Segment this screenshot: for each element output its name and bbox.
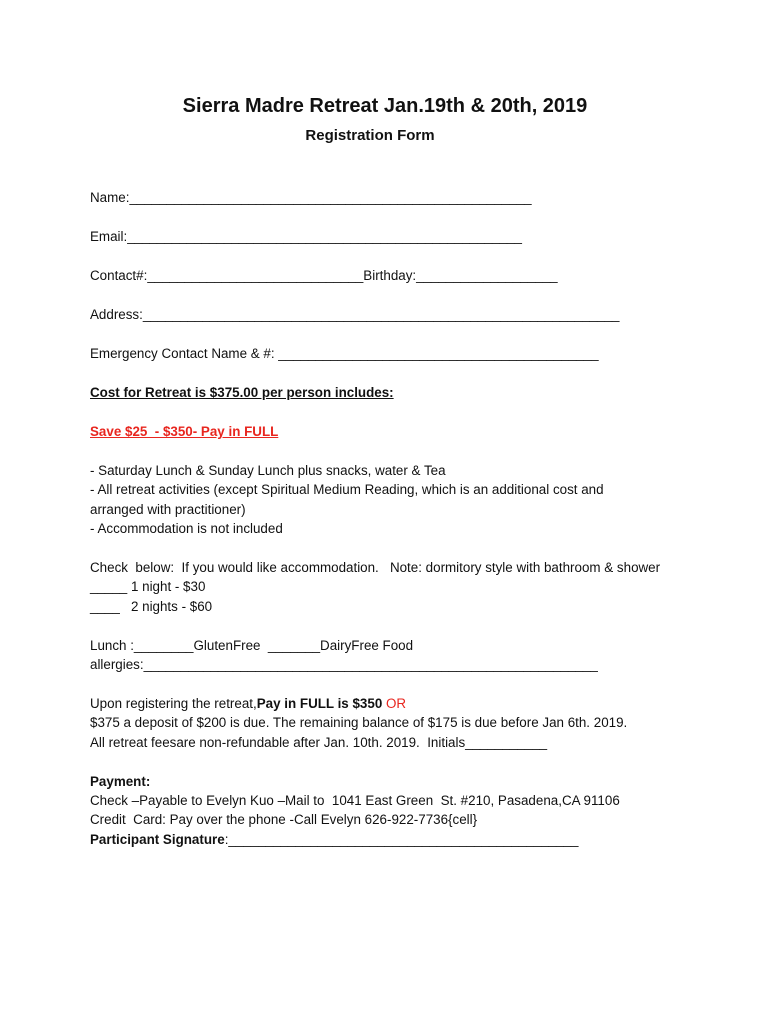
emergency-contact-field[interactable]: Emergency Contact Name & #: ___________________________________________ — [90, 346, 599, 361]
lunch-options-field[interactable]: Lunch :________GlutenFree _______DairyFree Food — [90, 638, 414, 653]
signature-label: Participant Signature — [90, 832, 225, 847]
accommodation-option-1-night[interactable]: _____ 1 night - $30 — [90, 579, 206, 594]
contact-birthday-field[interactable]: Contact#:_____________________________Birthday:___________________ — [90, 268, 558, 283]
credit-card-payment-line: Credit Card: Pay over the phone -Call Evelyn 626-922-7736{cell} — [90, 812, 478, 827]
cost-heading: Cost for Retreat is $375.00 per person includes: — [90, 385, 394, 400]
payment-terms-prefix: Upon registering the retreat, — [90, 696, 257, 711]
save-offer-line: Save $25 - $350- Pay in FULL — [90, 424, 279, 439]
includes-item: - Saturday Lunch & Sunday Lunch plus snacks, water & Tea — [90, 463, 446, 478]
includes-item: - Accommodation is not included — [90, 521, 283, 536]
page-title: Sierra Madre Retreat Jan.19th & 20th, 2019 — [182, 95, 588, 117]
refund-initials-field[interactable]: All retreat feesare non-refundable after Jan. 10th. 2019. Initials___________ — [90, 735, 548, 750]
accommodation-option-2-nights[interactable]: ____ 2 nights - $60 — [90, 599, 213, 614]
address-field[interactable]: Address:________________________________________________________________ — [90, 307, 620, 322]
payment-heading: Payment: — [90, 774, 151, 789]
accommodation-instruction: Check below: If you would like accommodation. Note: dormitory style with bathroom & shower — [90, 560, 661, 575]
signature-field[interactable] — [90, 830, 578, 850]
includes-item: - All retreat activities (except Spiritual Medium Reading, which is an additional cost and — [90, 482, 604, 497]
pay-in-full-text: Pay in FULL is $350 — [256, 696, 383, 711]
or-text: OR — [382, 696, 407, 711]
signature-line[interactable]: :_______________________________________________ — [224, 832, 579, 847]
check-payment-line: Check –Payable to Evelyn Kuo –Mail to 1041 East Green St. #210, Pasadena,CA 91106 — [90, 793, 620, 808]
form-subtitle: Registration Form — [305, 127, 435, 144]
allergies-field[interactable]: allergies:_____________________________________________________________ — [90, 657, 598, 672]
email-field[interactable]: Email:_____________________________________________________ — [90, 229, 522, 244]
deposit-terms-line: $375 a deposit of $200 is due. The remaining balance of $175 is due before Jan 6th. 2019. — [90, 715, 628, 730]
payment-terms-line — [90, 694, 406, 714]
includes-item: arranged with practitioner) — [90, 502, 246, 517]
name-field[interactable]: Name:______________________________________________________ — [90, 190, 532, 205]
